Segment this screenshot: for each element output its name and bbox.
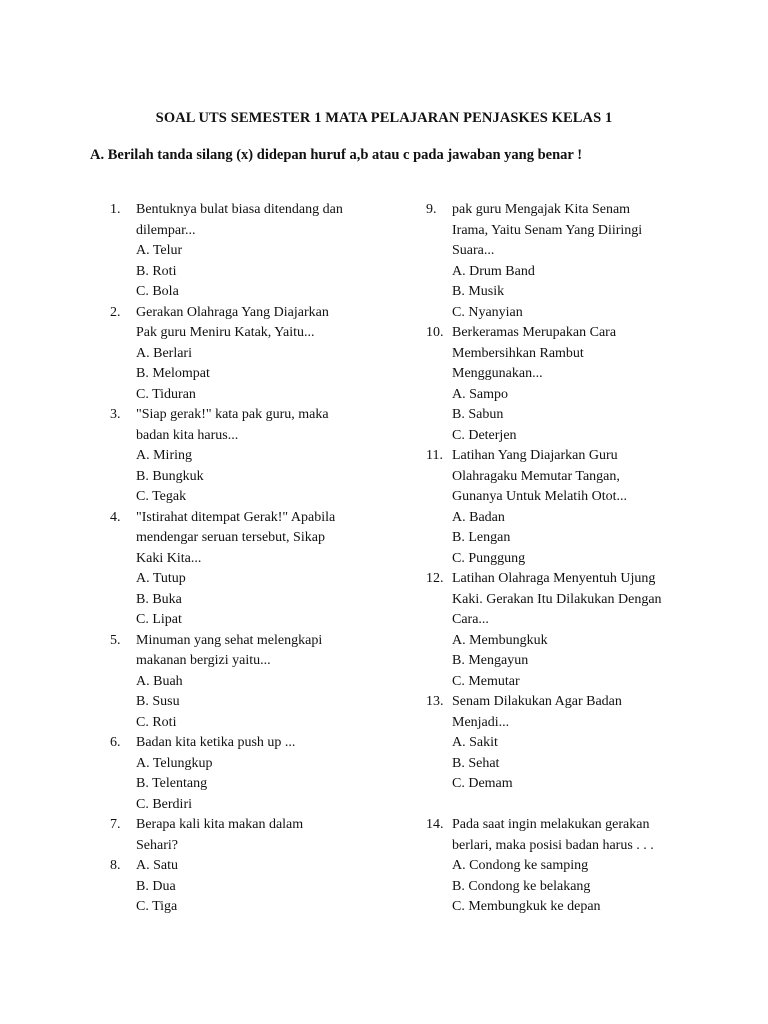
answer-option: A. Sampo: [452, 386, 508, 402]
question-item: [110, 856, 380, 918]
question-text-line: [426, 508, 716, 529]
question-line: [110, 508, 380, 529]
answer-option: C. Memutar: [452, 673, 520, 689]
answer-option: A. Drum Band: [452, 263, 535, 279]
question-text-line: [110, 692, 380, 713]
question-text-line: [426, 467, 716, 488]
question-column-left: [110, 200, 380, 918]
question-line: [110, 303, 380, 324]
question-text-line: [110, 651, 380, 672]
question-text: Pada saat ingin melakukan gerakan: [452, 817, 650, 832]
question-line: [110, 815, 380, 836]
question-line: [110, 405, 380, 426]
answer-option: B. Mengayun: [452, 653, 529, 668]
question-text: makanan bergizi yaitu...: [136, 653, 271, 668]
answer-option: A. Badan: [452, 509, 505, 525]
answer-option: B. Roti: [136, 263, 177, 279]
question-text-line: [426, 262, 716, 283]
question-item: [110, 200, 380, 303]
answer-option: C. Berdiri: [136, 796, 192, 812]
spacer: [426, 795, 716, 816]
question-line: [110, 631, 380, 652]
question-number: 1.: [110, 202, 121, 217]
question-number: 13.: [426, 694, 444, 709]
answer-option: A. Membungkuk: [452, 632, 548, 648]
question-line: [426, 446, 716, 467]
question-text-line: [110, 897, 380, 918]
answer-option: B. Lengan: [452, 530, 511, 545]
answer-option: C. Tegak: [136, 489, 187, 504]
question-text: Gunanya Untuk Melatih Otot...: [452, 489, 627, 504]
question-text-line: [110, 795, 380, 816]
answer-option: A. Telungkup: [136, 755, 213, 771]
question-number: 10.: [426, 325, 444, 340]
answer-option: B. Musik: [452, 284, 505, 299]
question-text: Gerakan Olahraga Yang Diajarkan: [136, 304, 329, 320]
question-text-line: [426, 651, 716, 672]
answer-option: B. Dua: [136, 878, 176, 894]
question-text-line: [110, 364, 380, 385]
question-text-line: [110, 549, 380, 570]
question-text-line: [426, 774, 716, 795]
question-text-line: [426, 221, 716, 242]
answer-option: C. Tiduran: [136, 386, 196, 402]
question-text: Senam Dilakukan Agar Badan: [452, 694, 622, 709]
question-line: [426, 569, 716, 590]
question-text-line: [426, 733, 716, 754]
question-item: [110, 815, 380, 856]
answer-option: C. Punggung: [452, 550, 526, 566]
answer-option: A. Telur: [136, 243, 183, 258]
question-item: [110, 405, 380, 508]
question-text-line: [426, 590, 716, 611]
question-text-line: [426, 856, 716, 877]
question-text: Menjadi...: [452, 714, 510, 730]
question-item: [426, 815, 716, 918]
question-text-line: [110, 487, 380, 508]
question-text: Menggunakan...: [452, 366, 543, 381]
answer-option: C. Roti: [136, 714, 177, 730]
question-item: [110, 508, 380, 631]
question-column-right: [426, 200, 716, 918]
question-item: [426, 200, 716, 323]
question-text: Bentuknya bulat biasa ditendang dan: [136, 202, 343, 217]
question-text: badan kita harus...: [136, 427, 239, 443]
question-text-line: [110, 877, 380, 898]
answer-option: B. Bungkuk: [136, 468, 204, 484]
question-text: "Istirahat ditempat Gerak!" Apabila: [136, 509, 336, 525]
question-text: Latihan Olahraga Menyentuh Ujung: [452, 571, 656, 586]
question-line: [110, 856, 380, 877]
answer-option: A. Condong ke samping: [452, 858, 589, 873]
answer-option: A. Miring: [136, 448, 192, 463]
question-line: [426, 323, 716, 344]
question-text-line: [426, 426, 716, 447]
question-line: [426, 200, 716, 221]
question-text-line: [110, 446, 380, 467]
question-text: pak guru Mengajak Kita Senam: [452, 202, 631, 217]
question-text: Sehari?: [136, 837, 178, 853]
question-text-line: [110, 467, 380, 488]
question-text: berlari, maka posisi badan harus . . .: [452, 837, 654, 853]
answer-option: C. Deterjen: [452, 427, 517, 443]
question-text-line: [426, 897, 716, 918]
answer-option: C. Tiga: [136, 899, 178, 914]
question-text: Olahragaku Memutar Tangan,: [452, 468, 620, 484]
question-text-line: [426, 672, 716, 693]
question-text: mendengar seruan tersebut, Sikap: [136, 530, 325, 545]
question-line: [426, 692, 716, 713]
question-text-line: [110, 610, 380, 631]
question-text: "Siap gerak!" kata pak guru, maka: [136, 407, 329, 422]
answer-option: B. Susu: [136, 694, 180, 709]
question-text-line: [426, 877, 716, 898]
question-text-line: [426, 282, 716, 303]
question-text-line: [426, 631, 716, 652]
question-text-line: [426, 528, 716, 549]
question-text-line: [426, 364, 716, 385]
question-text-line: [110, 323, 380, 344]
question-text: Suara...: [452, 243, 495, 258]
question-number: 11.: [426, 448, 443, 463]
answer-option: C. Nyanyian: [452, 304, 523, 320]
question-item: [426, 446, 716, 569]
answer-option: C. Demam: [452, 776, 513, 791]
question-text-line: [110, 713, 380, 734]
question-text-line: [110, 590, 380, 611]
answer-option: B. Telentang: [136, 776, 208, 791]
question-number: 5.: [110, 632, 121, 648]
question-text-line: [110, 282, 380, 303]
question-text-line: [426, 385, 716, 406]
question-number: 9.: [426, 202, 437, 217]
answer-option: A. Berlari: [136, 345, 192, 361]
question-text-line: [110, 672, 380, 693]
question-text-line: [110, 836, 380, 857]
answer-option: C. Bola: [136, 284, 179, 299]
instruction-text: A. Berilah tanda silang (x) didepan huruf a,b atau c pada jawaban yang benar !: [90, 147, 583, 163]
question-text-line: [426, 241, 716, 262]
question-line: [110, 200, 380, 221]
answer-option: B. Sehat: [452, 755, 500, 771]
question-text: Berapa kali kita makan dalam: [136, 817, 304, 832]
question-text: dilempar...: [136, 222, 196, 238]
question-text-line: [110, 262, 380, 283]
question-text: Minuman yang sehat melengkapi: [136, 632, 323, 648]
question-text: Badan kita ketika push up ...: [136, 735, 296, 750]
question-text-line: [110, 221, 380, 242]
question-text-line: [426, 549, 716, 570]
answer-option: C. Membungkuk ke depan: [452, 899, 601, 914]
question-text: Latihan Yang Diajarkan Guru: [452, 448, 618, 463]
answer-option: A. Satu: [136, 858, 178, 873]
question-text-line: [110, 241, 380, 262]
question-text: Kaki Kita...: [136, 550, 202, 566]
question-number: 8.: [110, 858, 121, 873]
question-number: 3.: [110, 407, 121, 422]
question-text: Irama, Yaitu Senam Yang Diiringi: [452, 222, 643, 238]
question-text-line: [426, 405, 716, 426]
question-text: Cara...: [452, 612, 489, 627]
question-text: Kaki. Gerakan Itu Dilakukan Dengan: [452, 591, 662, 607]
question-text-line: [110, 426, 380, 447]
question-text-line: [110, 569, 380, 590]
question-text-line: [426, 836, 716, 857]
question-text-line: [426, 610, 716, 631]
answer-option: B. Sabun: [452, 407, 504, 422]
answer-option: B. Melompat: [136, 366, 210, 381]
question-item: [110, 631, 380, 734]
question-text-line: [426, 754, 716, 775]
question-text: Pak guru Meniru Katak, Yaitu...: [136, 325, 315, 340]
question-item: [426, 323, 716, 446]
question-number: 6.: [110, 735, 121, 750]
question-text-line: [110, 385, 380, 406]
question-item: [426, 569, 716, 692]
answer-option: B. Buka: [136, 591, 182, 607]
question-text-line: [110, 754, 380, 775]
answer-option: C. Lipat: [136, 612, 182, 627]
answer-option: A. Tutup: [136, 571, 186, 586]
question-item: [110, 733, 380, 815]
question-number: 4.: [110, 509, 121, 525]
answer-option: A. Buah: [136, 673, 183, 689]
question-line: [426, 815, 716, 836]
question-text-line: [110, 528, 380, 549]
question-text-line: [110, 344, 380, 365]
answer-option: A. Sakit: [452, 735, 498, 750]
question-text: Membersihkan Rambut: [452, 345, 584, 361]
question-text-line: [426, 487, 716, 508]
question-number: 7.: [110, 817, 121, 832]
question-text-line: [426, 713, 716, 734]
question-text-line: [426, 344, 716, 365]
question-item: [110, 303, 380, 406]
question-text: Berkeramas Merupakan Cara: [452, 325, 617, 340]
question-text-line: [110, 774, 380, 795]
question-number: 12.: [426, 571, 444, 586]
question-text-line: [426, 303, 716, 324]
answer-option: B. Condong ke belakang: [452, 878, 591, 894]
question-number: 14.: [426, 817, 444, 832]
question-line: [110, 733, 380, 754]
page-title: SOAL UTS SEMESTER 1 MATA PELAJARAN PENJASKES KELAS 1: [155, 110, 613, 126]
question-number: 2.: [110, 304, 121, 320]
question-item: [426, 692, 716, 795]
